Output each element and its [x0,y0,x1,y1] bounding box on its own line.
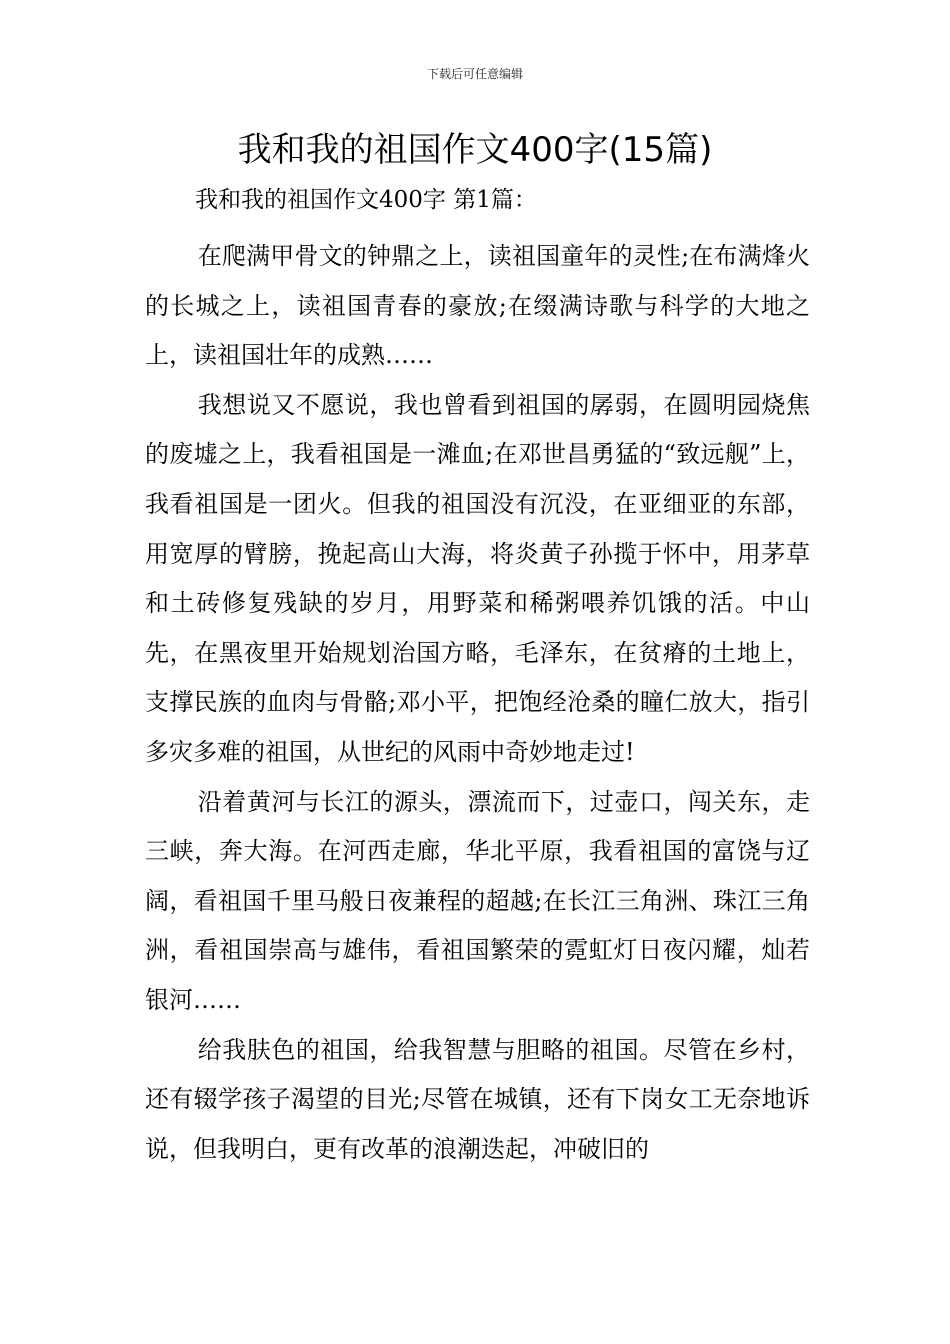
paragraph: 我想说又不愿说，我也曾看到祖国的孱弱，在圆明园烧焦的废墟之上，我看祖国是一滩血;在邓世昌勇猛的“致远舰”上，我看祖国是一团火。但我的祖国没有沉没，在亚细亚的东部，用宽厚的臂膀，挽起高山大海，将炎黄子孙揽于怀中，用茅草和土砖修复残缺的岁月，用野菜和稀粥喂养饥饿的活。中山先，在黑夜里开始规划治国方略，毛泽东，在贫瘠的土地上，支撑民族的血肉与骨骼;邓小平，把饱经沧桑的瞳仁放大，指引多灾多难的祖国，从世纪的风雨中奇妙地走过! [145,390,810,766]
paragraph: 给我肤色的祖国，给我智慧与胆略的祖国。尽管在乡村，还有辍学孩子渴望的目光;尽管在城镇，还有下岗女工无奈地诉说，但我明白，更有改革的浪潮迭起，冲破旧的 [145,1035,810,1163]
section-subtitle: 我和我的祖国作文400字 第1篇： [195,187,537,213]
body-text [145,232,810,1174]
page-title: 我和我的祖国作文400字(15篇) [237,130,713,170]
paragraph: 沿着黄河与长江的源头，漂流而下，过壶口，闯关东，走三峡，奔大海。在河西走廊，华北平原，我看祖国的富饶与辽阔，看祖国千里马般日夜兼程的超越;在长江三角洲、珠江三角洲，看祖国崇高与雄伟，看祖国繁荣的霓虹灯日夜闪耀，灿若银河…… [145,787,810,1014]
paragraph: 在爬满甲骨文的钟鼎之上，读祖国童年的灵性;在布满烽火的长城之上，读祖国青春的豪放;在缀满诗歌与科学的大地之上，读祖国壮年的成熟…… [145,242,810,370]
header-note: 下载后可任意编辑 [426,67,523,81]
